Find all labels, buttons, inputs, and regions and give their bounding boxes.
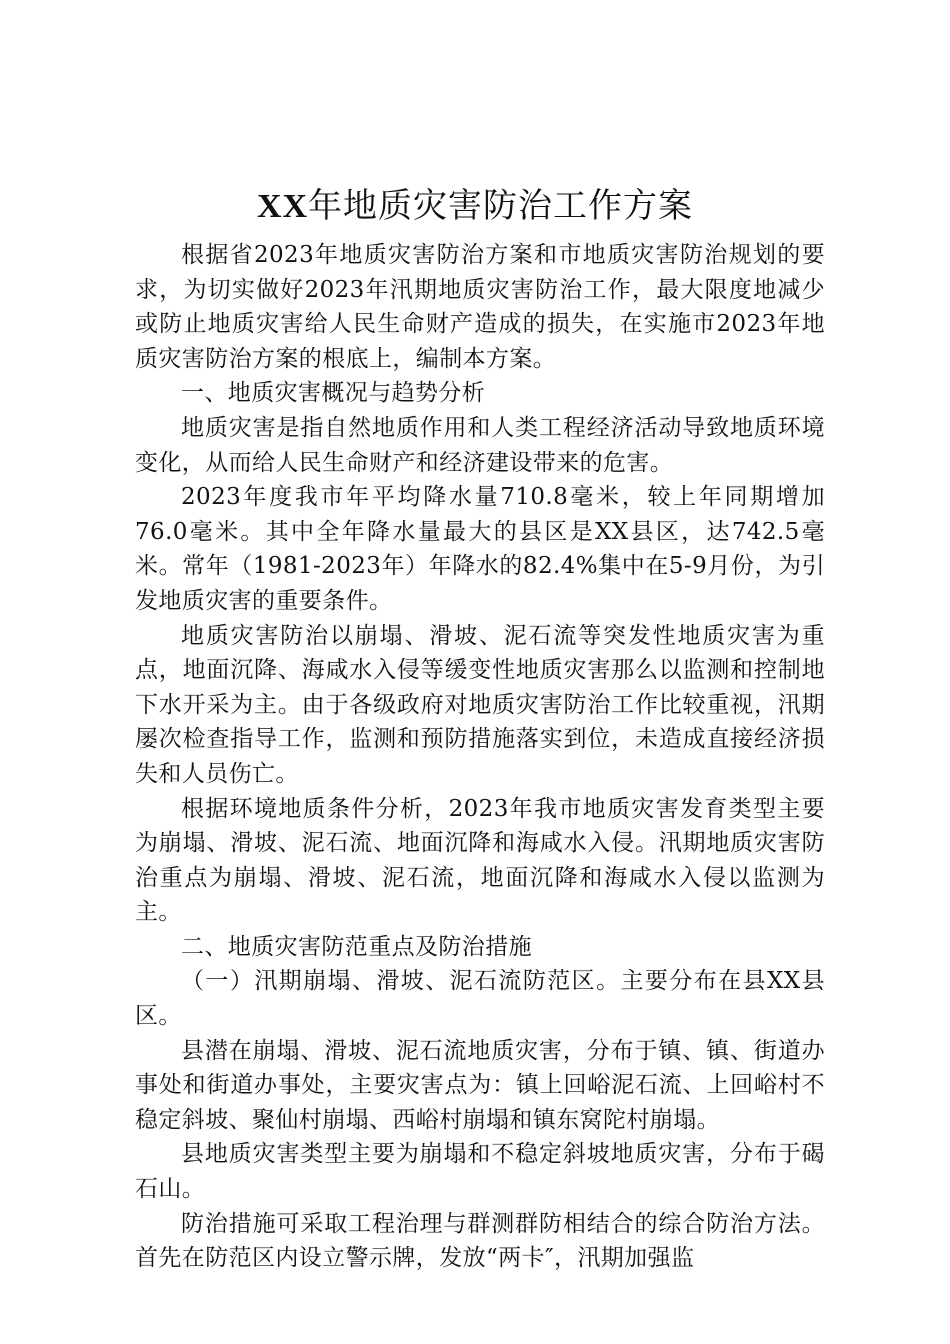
paragraph: 地质灾害是指自然地质作用和人类工程经济活动导致地质环境变化，从而给人民生命财产和经济建设带来的危害。 (135, 414, 825, 476)
paragraph: 县地质灾害类型主要为崩塌和不稳定斜坡地质灾害，分布于碣石山。 (135, 1141, 825, 1203)
document-body (135, 238, 825, 1276)
paragraph: 2023年度我市年平均降水量710.8毫米，较上年同期增加76.0毫米。其中全年降水量最大的县区是XX县区，达742.5毫米。常年（1981-2023年）年降水的82.4%集中在5-9月份，为引发地质灾害的重要条件。 (135, 484, 825, 614)
paragraph: 地质灾害防治以崩塌、滑坡、泥石流等突发性地质灾害为重点，地面沉降、海咸水入侵等缓变性地质灾害那么以监测和控制地下水开采为主。由于各级政府对地质灾害防治工作比较重视，汛期屡次检查指导工作，监测和预防措施落实到位，未造成直接经济损失和人员伤亡。 (135, 622, 825, 787)
subsection-heading: （一）汛期崩塌、滑坡、泥石流防范区。主要分布在县XX县区。 (135, 968, 825, 1030)
paragraph: 根据环境地质条件分析，2023年我市地质灾害发育类型主要为崩塌、滑坡、泥石流、地面沉降和海咸水入侵。汛期地质灾害防治重点为崩塌、滑坡、泥石流，地面沉降和海咸水入侵以监测为主。 (135, 795, 825, 926)
title-main: 年地质灾害防治工作方案 (308, 186, 694, 226)
paragraph: 县潜在崩塌、滑坡、泥石流地质灾害，分布于镇、镇、街道办事处和街道办事处，主要灾害点为：镇上回峪泥石流、上回峪村不稳定斜坡、聚仙村崩塌、西峪村崩塌和镇东窝陀村崩塌。 (135, 1037, 825, 1133)
title-prefix: XX (256, 188, 309, 225)
document-title (0, 183, 950, 230)
paragraph: 防治措施可采取工程治理与群测群防相结合的综合防治方法。首先在防范区内设立警示牌，发放“两卡″，汛期加强监 (135, 1210, 825, 1272)
paragraph-intro: 根据省2023年地质灾害防治方案和市地质灾害防治规划的要求，为切实做好2023年汛期地质灾害防治工作，最大限度地减少或防止地质灾害给人民生命财产造成的损失，在实施市2023年地质灾害防治方案的根底上，编制本方案。 (135, 242, 825, 372)
section-heading-1: 一、地质灾害概况与趋势分析 (181, 380, 486, 407)
section-heading-2: 二、地质灾害防范重点及防治措施 (181, 933, 532, 960)
